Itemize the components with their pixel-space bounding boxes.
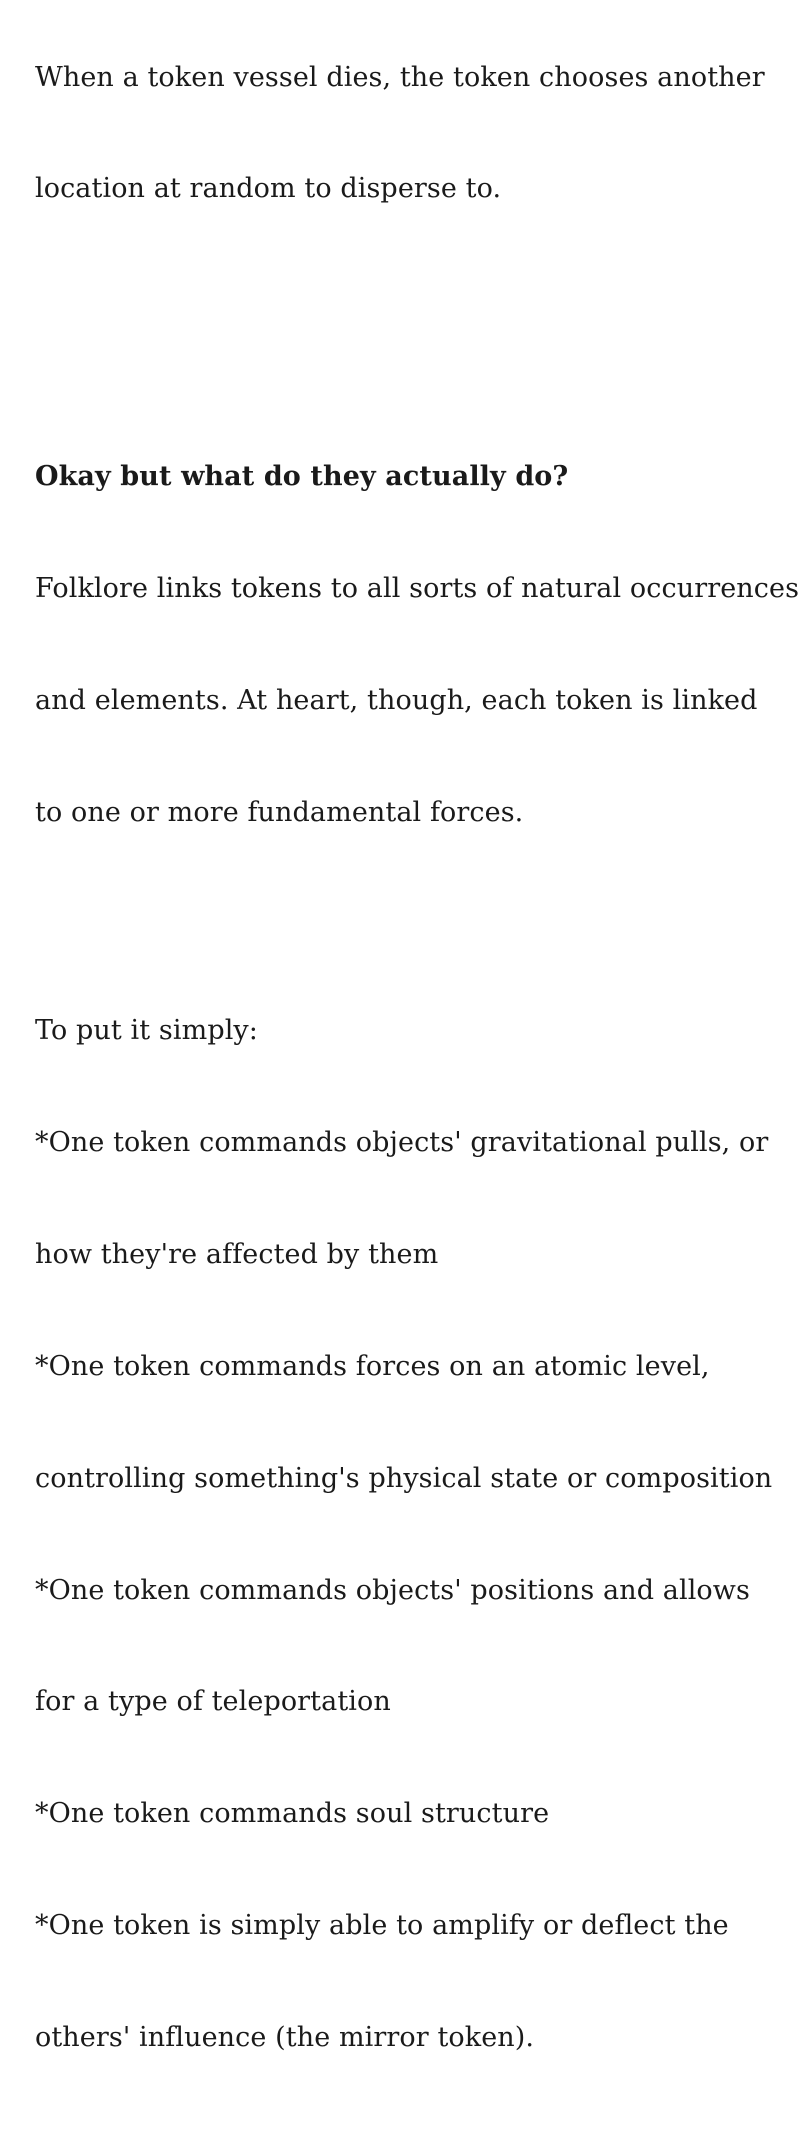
list-line: *One token is simply able to amplify or deflect the — [35, 1910, 729, 1942]
section-paragraph — [35, 383, 805, 905]
list-line: *One token commands forces on an atomic level, — [35, 1350, 710, 1382]
section-line: to one or more fundamental forces. — [35, 796, 524, 828]
list-line: how they're affected by them — [35, 1238, 439, 1270]
intro-paragraph — [35, 0, 805, 282]
list-line: *One token commands objects' positions and allows — [35, 1574, 750, 1606]
list-intro: To put it simply: — [35, 1015, 258, 1047]
paragraph-gap — [35, 906, 800, 938]
section-line: Folklore links tokens to all sorts of natural occurrences — [35, 572, 800, 604]
paragraph-gap — [35, 282, 800, 383]
list-paragraph — [35, 938, 805, 2131]
list-line: others' influence (the mirror token). — [35, 2022, 535, 2054]
section-line: and elements. At heart, though, each token is linked — [35, 684, 758, 716]
section-heading: Okay but what do they actually do? — [35, 460, 569, 492]
list-line: *One token commands soul structure — [35, 1798, 550, 1830]
intro-line: When a token vessel dies, the token chooses another — [35, 61, 765, 93]
list-line: *One token commands objects' gravitational pulls, or — [35, 1127, 769, 1159]
list-line: controlling something's physical state or composition — [35, 1462, 773, 1494]
list-line: for a type of teleportation — [35, 1686, 391, 1718]
intro-line: location at random to disperse to. — [35, 173, 502, 205]
